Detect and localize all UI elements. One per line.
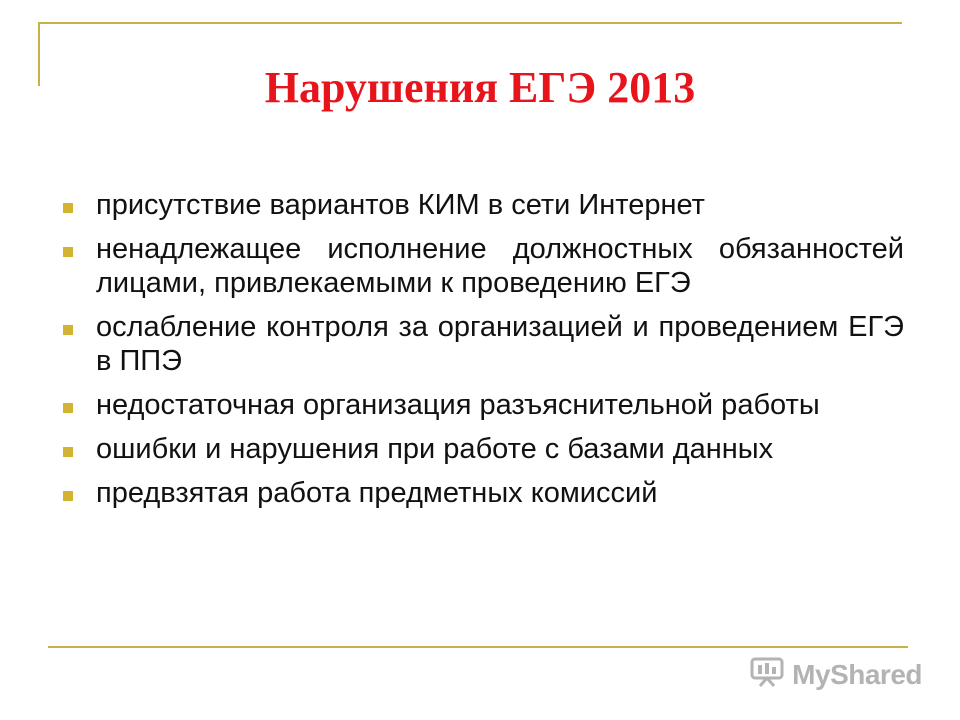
- bullet-text: ослабление контроля за организацией и проведением ЕГЭ в ППЭ: [96, 311, 904, 377]
- bullet-text: присутствие вариантов КИМ в сети Интернет: [96, 189, 705, 221]
- watermark-logo: [750, 656, 922, 693]
- square-bullet-icon: [63, 325, 73, 335]
- square-bullet-icon: [63, 447, 73, 457]
- square-bullet-icon: [63, 247, 73, 257]
- slide-title: Нарушения ЕГЭ 2013: [264, 63, 696, 112]
- bullet-item: [58, 432, 904, 466]
- square-bullet-icon: [63, 491, 73, 501]
- bullet-list: [58, 188, 904, 520]
- square-bullet-icon: [63, 403, 73, 413]
- bullet-text: предвзятая работа предметных комиссий: [96, 477, 658, 509]
- bottom-border-line: [48, 646, 908, 648]
- bullet-item: [58, 188, 904, 222]
- square-bullet-icon: [63, 203, 73, 213]
- watermark-text: MyShared: [792, 658, 922, 690]
- top-border-line: [38, 22, 902, 24]
- bullet-item: [58, 310, 904, 378]
- bullet-item: [58, 388, 904, 422]
- bullet-text: недостаточная организация разъяснительной работы: [96, 389, 820, 421]
- bullet-item: [58, 232, 904, 300]
- bullet-item: [58, 476, 904, 510]
- bullet-text: ошибки и нарушения при работе с базами данных: [96, 433, 774, 465]
- bullet-text: ненадлежащее исполнение должностных обязанностей лицами, привлекаемыми к проведению ЕГЭ: [96, 233, 904, 299]
- presentation-board-icon: [750, 656, 784, 693]
